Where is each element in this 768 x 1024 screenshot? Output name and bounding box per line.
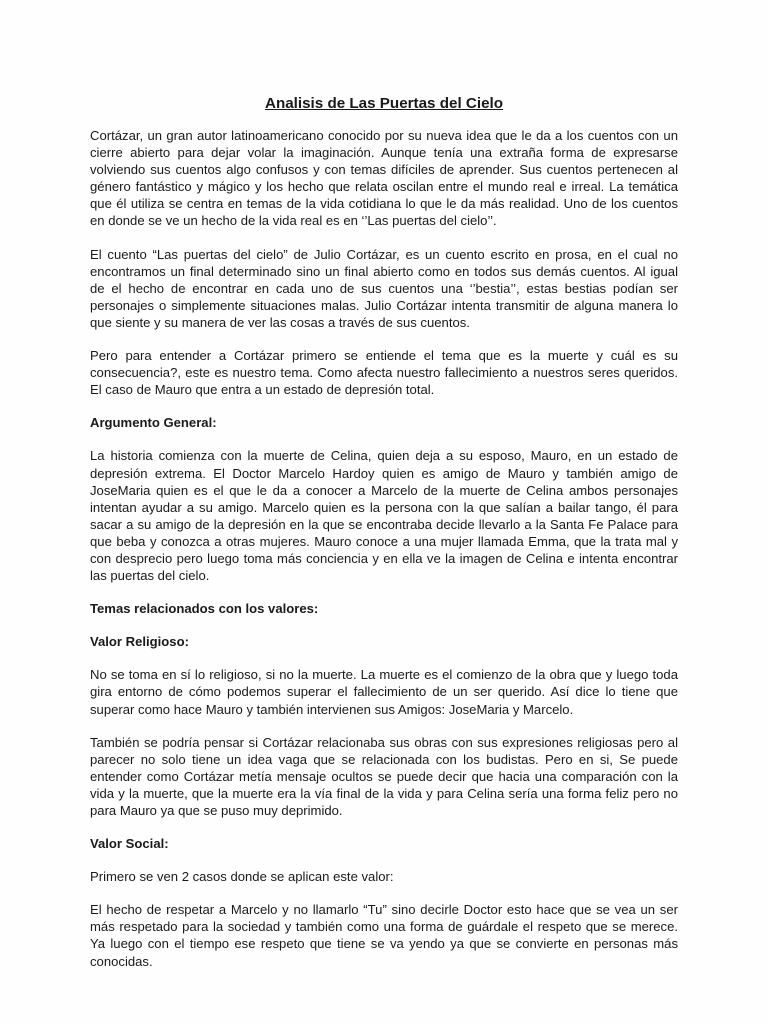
document-title: Analisis de Las Puertas del Cielo — [264, 95, 504, 112]
paragraph-social-2: El hecho de respetar a Marcelo y no llamarlo “Tu” sino decirle Doctor esto hace que se vea un ser más respetado para la sociedad y también como una forma de guárdale el respeto que se merece. Ya luego con el tiempo ese respeto que tiene se va yendo ya que se convierte en personas más conocidas. — [90, 902, 678, 969]
heading-temas: Temas relacionados con los valores: — [90, 601, 319, 617]
paragraph-tema: Pero para entender a Cortázar primero se entiende el tema que es la muerte y cuál es su consecuencia?, este es nuestro tema. Como afecta nuestro fallecimiento a nuestros seres queridos. El caso de Mauro que entra a un estado de depresión total. — [90, 348, 678, 398]
document-body — [90, 94, 678, 970]
paragraph-intro: Cortázar, un gran autor latinoamericano conocido por su nueva idea que le da a los cuentos con un cierre abierto para dejar volar la imaginación. Aunque tenía una extraña forma de expresarse volviendo sus cuentos algo confusos y con temas difíciles de aprender. Sus cuentos pertenecen al género fantástico y mágico y los hecho que relata oscilan entre el mundo real e irreal. La temática que él utiliza se centra en temas de la vida cotidiana lo que le da más realidad. Uno de los cuentos en donde se ve un hecho de la vida real es en ‘’Las puertas del cielo’’. — [90, 128, 678, 229]
paragraph-religioso-1: No se toma en sí lo religioso, si no la muerte. La muerte es el comienzo de la obra que y luego toda gira entorno de cómo podemos superar el fallecimiento de un ser querido. Así dice lo tiene que superar como hace Mauro y también intervienen sus Amigos: JoseMaria y Marcelo. — [90, 667, 678, 717]
paragraph-religioso-2: También se podría pensar si Cortázar relacionaba sus obras con sus expresiones religiosas pero al parecer no solo tiene un idea vaga que se relacionada con los budistas. Pero en si, Se puede entender como Cortázar metía mensaje ocultos se puede decir que hacia una comparación con la vida y la muerte, que la muerte era la vía final de la vida y para Celina sería una forma feliz pero no para Mauro ya que se puso muy deprimido. — [90, 734, 678, 818]
paragraph-cuento: El cuento “Las puertas del cielo” de Julio Cortázar, es un cuento escrito en prosa, en el cual no encontramos un final determinado sino un final abierto como en todos sus demás cuentos. Al igual de el hecho de encontrar en cada uno de sus cuentos una ‘’bestia’’, estas bestias podían ser personajes o simplemente situaciones malas. Julio Cortázar intenta transmitir de alguna manera lo que siente y su manera de ver las cosas a través de sus cuentos. — [90, 246, 678, 330]
heading-valor-social: Valor Social: — [90, 836, 169, 852]
paragraph-social-1: Primero se ven 2 casos donde se aplican este valor: — [90, 869, 394, 885]
heading-argumento: Argumento General: — [90, 415, 217, 431]
heading-valor-religioso: Valor Religioso: — [90, 634, 189, 650]
paragraph-argumento: La historia comienza con la muerte de Celina, quien deja a su esposo, Mauro, en un estado de depresión extrema. El Doctor Marcelo Hardoy quien es amigo de Mauro y también amigo de JoseMaria quien es el que le da a conocer a Marcelo de la muerte de Celina ambos personajes intentan ayudar a su amigo. Marcelo quien es la persona con la que salían a bailar tango, él para sacar a su amigo de la depresión en la que se encontraba decide llevarlo a la Santa Fe Palace para que beba y conozca a otras mujeres. Mauro conoce a una mujer llamada Emma, que la trata mal y con desprecio pero luego toma más conciencia y en ella ve la imagen de Celina e intenta encontrar las puertas del cielo. — [90, 448, 678, 584]
